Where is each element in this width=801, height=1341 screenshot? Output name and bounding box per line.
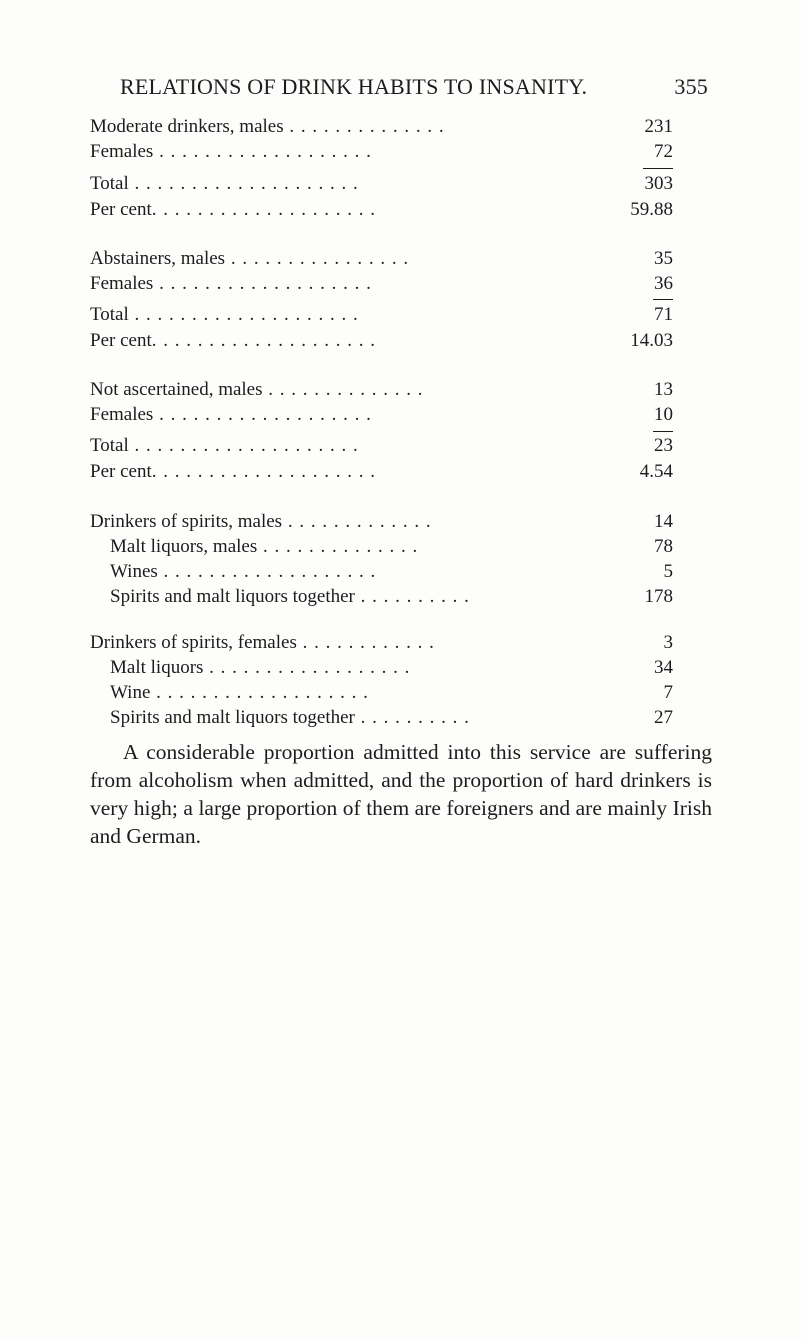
row-label: Not ascertained, males . . . . . . . . . . . . . .	[90, 379, 424, 400]
row-label: Drinkers of spirits, females . . . . . . . . . . . .	[90, 632, 435, 653]
row-value: 4.54	[639, 461, 673, 482]
row-label: Females . . . . . . . . . . . . . . . . . . .	[90, 141, 372, 162]
row-label: Malt liquors . . . . . . . . . . . . . . . . . .	[110, 657, 411, 678]
table-row	[110, 559, 730, 585]
table-row	[110, 705, 730, 731]
table-row	[110, 534, 730, 560]
table-row	[90, 271, 710, 297]
table-row	[90, 114, 710, 140]
sum-rule	[653, 299, 673, 300]
row-label: Per cent. . . . . . . . . . . . . . . . . . . .	[90, 330, 376, 351]
body-paragraph: A considerable proportion admitted into this service are suffering from alcoholism when admitted, and the proportion of hard drinkers is very high; a large proportion of them are foreigners and are mainly Irish and German.	[90, 740, 712, 848]
row-label: Females . . . . . . . . . . . . . . . . . . .	[90, 404, 372, 425]
row-label: Females . . . . . . . . . . . . . . . . . . .	[90, 273, 372, 294]
table-row	[90, 402, 710, 428]
row-label: Per cent. . . . . . . . . . . . . . . . . . . .	[90, 461, 376, 482]
row-label: Total . . . . . . . . . . . . . . . . . . . .	[90, 304, 359, 325]
row-label: Wine . . . . . . . . . . . . . . . . . . .	[110, 682, 369, 703]
row-value: 36	[654, 273, 673, 294]
running-head	[120, 74, 708, 102]
row-label: Spirits and malt liquors together . . . . . . . . . .	[110, 586, 470, 607]
sum-rule	[643, 168, 673, 169]
row-value: 303	[644, 173, 673, 194]
page-number: 355	[674, 74, 708, 99]
table-row	[90, 459, 710, 485]
table-row	[90, 377, 710, 403]
table-row	[110, 655, 730, 681]
sum-rule	[653, 431, 673, 432]
row-value: 7	[663, 682, 673, 703]
row-value: 27	[654, 707, 673, 728]
row-label: Total . . . . . . . . . . . . . . . . . . . .	[90, 173, 359, 194]
row-value: 178	[644, 586, 673, 607]
table-row	[90, 328, 710, 354]
row-value: 3	[663, 632, 673, 653]
row-label: Per cent. . . . . . . . . . . . . . . . . . . .	[90, 199, 376, 220]
row-value: 231	[644, 116, 673, 137]
table-row	[90, 302, 710, 328]
row-label: Abstainers, males . . . . . . . . . . . . . . . .	[90, 248, 410, 269]
table-row	[90, 509, 710, 535]
row-value: 34	[654, 657, 673, 678]
row-value: 72	[654, 141, 673, 162]
row-value: 78	[654, 536, 673, 557]
table-row	[90, 197, 710, 223]
row-label: Wines . . . . . . . . . . . . . . . . . . .	[110, 561, 377, 582]
row-label: Moderate drinkers, males . . . . . . . . . . . . . .	[90, 116, 445, 137]
chapter-title: RELATIONS OF DRINK HABITS TO INSANITY.	[120, 74, 588, 99]
row-label: Malt liquors, males . . . . . . . . . . . . . .	[110, 536, 419, 557]
row-value: 14.03	[630, 330, 673, 351]
row-value: 14	[654, 511, 673, 532]
table-row	[90, 139, 710, 165]
row-value: 71	[654, 304, 673, 325]
row-label: Drinkers of spirits, males . . . . . . . . . . . . .	[90, 511, 432, 532]
row-value: 23	[654, 435, 673, 456]
row-value: 35	[654, 248, 673, 269]
row-value: 59.88	[630, 199, 673, 220]
table-row	[90, 433, 710, 459]
table-row	[110, 584, 730, 610]
row-value: 13	[654, 379, 673, 400]
table-row	[90, 171, 710, 197]
row-label: Spirits and malt liquors together . . . . . . . . . .	[110, 707, 470, 728]
table-row	[90, 246, 710, 272]
row-value: 5	[663, 561, 673, 582]
table-row	[90, 630, 710, 656]
row-value: 10	[654, 404, 673, 425]
row-label: Total . . . . . . . . . . . . . . . . . . . .	[90, 435, 359, 456]
table-row	[110, 680, 730, 706]
